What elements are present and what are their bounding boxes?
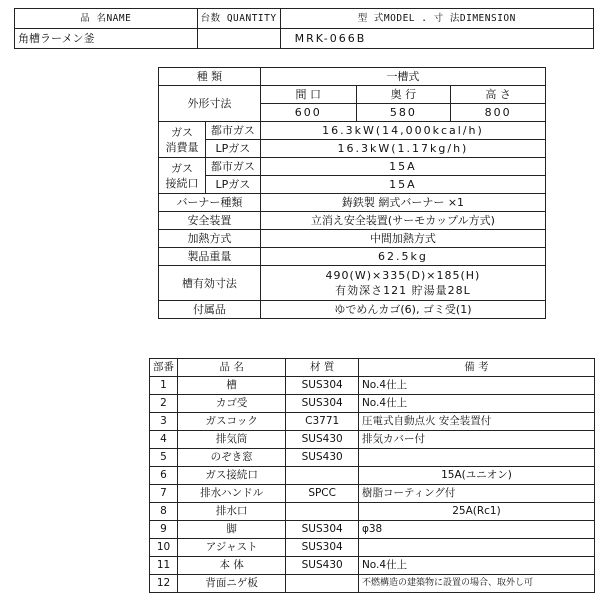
spec-table bbox=[158, 67, 546, 319]
gas-connection-label-line1: ガス bbox=[170, 161, 193, 175]
height-label: 高 さ bbox=[451, 86, 546, 104]
part-name: カゴ受 bbox=[178, 395, 286, 413]
spec-row-safety bbox=[159, 212, 546, 230]
part-no: 5 bbox=[150, 449, 178, 467]
spec-row-weight bbox=[159, 248, 546, 266]
gas-consumption-label bbox=[159, 122, 206, 158]
table-row bbox=[150, 431, 595, 449]
parts-header-row bbox=[150, 359, 595, 377]
part-name: のぞき窓 bbox=[178, 449, 286, 467]
part-remarks: No.4仕上 bbox=[358, 377, 594, 395]
gas-connection-label bbox=[159, 158, 206, 194]
tank-dim-value bbox=[260, 266, 545, 301]
part-material: SUS304 bbox=[286, 377, 359, 395]
parts-no-header: 部番 bbox=[150, 359, 178, 377]
part-material bbox=[286, 467, 359, 485]
height-value: 800 bbox=[451, 104, 546, 122]
lp-gas-label: LPガス bbox=[205, 140, 260, 158]
part-no: 12 bbox=[150, 575, 178, 593]
parts-remarks-header: 備 考 bbox=[358, 359, 594, 377]
spec-row-lp-gas-consumption bbox=[159, 140, 546, 158]
name-label: 品 名NAME bbox=[15, 9, 198, 29]
part-material: C3771 bbox=[286, 413, 359, 431]
parts-table bbox=[149, 358, 595, 593]
quantity-label: 台数 QUANTITY bbox=[197, 9, 280, 29]
table-row bbox=[150, 449, 595, 467]
header-label-row bbox=[15, 9, 594, 29]
heating-value: 中間加熱方式 bbox=[260, 230, 545, 248]
part-material: SUS430 bbox=[286, 449, 359, 467]
table-row bbox=[150, 503, 595, 521]
part-no: 8 bbox=[150, 503, 178, 521]
city-gas-connection: 15A bbox=[260, 158, 545, 176]
table-row bbox=[150, 467, 595, 485]
parts-name-header: 品 名 bbox=[178, 359, 286, 377]
part-remarks: No.4仕上 bbox=[358, 395, 594, 413]
part-name: 脚 bbox=[178, 521, 286, 539]
safety-label: 安全装置 bbox=[159, 212, 261, 230]
spec-row-dim-labels bbox=[159, 86, 546, 104]
table-row bbox=[150, 377, 595, 395]
accessories-value: ゆでめんカゴ(6), ゴミ受(1) bbox=[260, 301, 545, 319]
tank-dim-line1: 490(W)×335(D)×185(H) bbox=[325, 269, 481, 282]
part-no: 7 bbox=[150, 485, 178, 503]
part-no: 11 bbox=[150, 557, 178, 575]
width-value: 600 bbox=[260, 104, 356, 122]
part-name: アジャスト bbox=[178, 539, 286, 557]
tank-dim-label: 槽有効寸法 bbox=[159, 266, 261, 301]
part-remarks: 圧電式自動点火 安全装置付 bbox=[358, 413, 594, 431]
part-name: ガスコック bbox=[178, 413, 286, 431]
part-remarks: 樹脂コーティング付 bbox=[358, 485, 594, 503]
part-remarks: 15A(ユニオン) bbox=[358, 467, 594, 485]
spec-row-heating bbox=[159, 230, 546, 248]
depth-value: 580 bbox=[356, 104, 451, 122]
accessories-label: 付属品 bbox=[159, 301, 261, 319]
part-no: 2 bbox=[150, 395, 178, 413]
part-material bbox=[286, 503, 359, 521]
part-material: SPCC bbox=[286, 485, 359, 503]
quantity-value bbox=[197, 29, 280, 49]
part-remarks: No.4仕上 bbox=[358, 557, 594, 575]
part-no: 3 bbox=[150, 413, 178, 431]
table-row bbox=[150, 413, 595, 431]
gas-connection-label-line2: 接続口 bbox=[165, 176, 199, 190]
type-value: 一槽式 bbox=[260, 68, 545, 86]
part-remarks bbox=[358, 539, 594, 557]
lp-gas-connection-label: LPガス bbox=[205, 176, 260, 194]
burner-label: バーナー種類 bbox=[159, 194, 261, 212]
city-gas-connection-label: 都市ガス bbox=[205, 158, 260, 176]
part-name: ガス接続口 bbox=[178, 467, 286, 485]
gas-consumption-label-line1: ガス bbox=[170, 125, 193, 139]
model-dimension-label: 型 式MODEL . 寸 法DIMENSION bbox=[280, 9, 593, 29]
city-gas-label: 都市ガス bbox=[205, 122, 260, 140]
spec-row-accessories bbox=[159, 301, 546, 319]
part-no: 10 bbox=[150, 539, 178, 557]
part-material: SUS304 bbox=[286, 521, 359, 539]
table-row bbox=[150, 521, 595, 539]
header-value-row bbox=[15, 29, 594, 49]
part-remarks: 25A(Rc1) bbox=[358, 503, 594, 521]
part-remarks: 排気カバー付 bbox=[358, 431, 594, 449]
part-no: 9 bbox=[150, 521, 178, 539]
spec-row-city-gas-connection bbox=[159, 158, 546, 176]
lp-gas-connection: 15A bbox=[260, 176, 545, 194]
tank-dim-line2: 有効深さ121 貯湯量28L bbox=[335, 284, 471, 297]
header-table bbox=[14, 8, 594, 49]
product-name: 角槽ラーメン釜 bbox=[15, 29, 198, 49]
outer-dim-label: 外形寸法 bbox=[159, 86, 261, 122]
parts-material-header: 材 質 bbox=[286, 359, 359, 377]
spec-row-type bbox=[159, 68, 546, 86]
part-material: SUS304 bbox=[286, 539, 359, 557]
weight-label: 製品重量 bbox=[159, 248, 261, 266]
part-no: 6 bbox=[150, 467, 178, 485]
lp-gas-consumption: 16.3kW(1.17kg/h) bbox=[260, 140, 545, 158]
part-no: 1 bbox=[150, 377, 178, 395]
part-no: 4 bbox=[150, 431, 178, 449]
type-label: 種 類 bbox=[159, 68, 261, 86]
model-value: MRK-066B bbox=[280, 29, 593, 49]
part-remarks: 不燃構造の建築物に設置の場合、取外し可 bbox=[358, 575, 594, 593]
table-row bbox=[150, 575, 595, 593]
table-row bbox=[150, 395, 595, 413]
safety-value: 立消え安全装置(サーモカップル方式) bbox=[260, 212, 545, 230]
part-remarks: φ38 bbox=[358, 521, 594, 539]
table-row bbox=[150, 539, 595, 557]
spec-row-city-gas-consumption bbox=[159, 122, 546, 140]
table-row bbox=[150, 557, 595, 575]
part-material: SUS304 bbox=[286, 395, 359, 413]
depth-label: 奥 行 bbox=[356, 86, 451, 104]
weight-value: 62.5kg bbox=[260, 248, 545, 266]
part-name: 本 体 bbox=[178, 557, 286, 575]
part-name: 排水口 bbox=[178, 503, 286, 521]
spec-row-burner bbox=[159, 194, 546, 212]
gas-consumption-label-line2: 消費量 bbox=[165, 140, 199, 154]
part-name: 排気筒 bbox=[178, 431, 286, 449]
part-material: SUS430 bbox=[286, 557, 359, 575]
part-name: 排水ハンドル bbox=[178, 485, 286, 503]
part-name: 槽 bbox=[178, 377, 286, 395]
spec-row-lp-gas-connection bbox=[159, 176, 546, 194]
width-label: 間 口 bbox=[260, 86, 356, 104]
table-row bbox=[150, 485, 595, 503]
part-remarks bbox=[358, 449, 594, 467]
heating-label: 加熱方式 bbox=[159, 230, 261, 248]
part-material: SUS430 bbox=[286, 431, 359, 449]
part-material bbox=[286, 575, 359, 593]
part-name: 背面ニゲ板 bbox=[178, 575, 286, 593]
city-gas-consumption: 16.3kW(14,000kcal/h) bbox=[260, 122, 545, 140]
burner-value: 鋳鉄製 網式バーナー ×1 bbox=[260, 194, 545, 212]
spec-row-tank-dim bbox=[159, 266, 546, 301]
